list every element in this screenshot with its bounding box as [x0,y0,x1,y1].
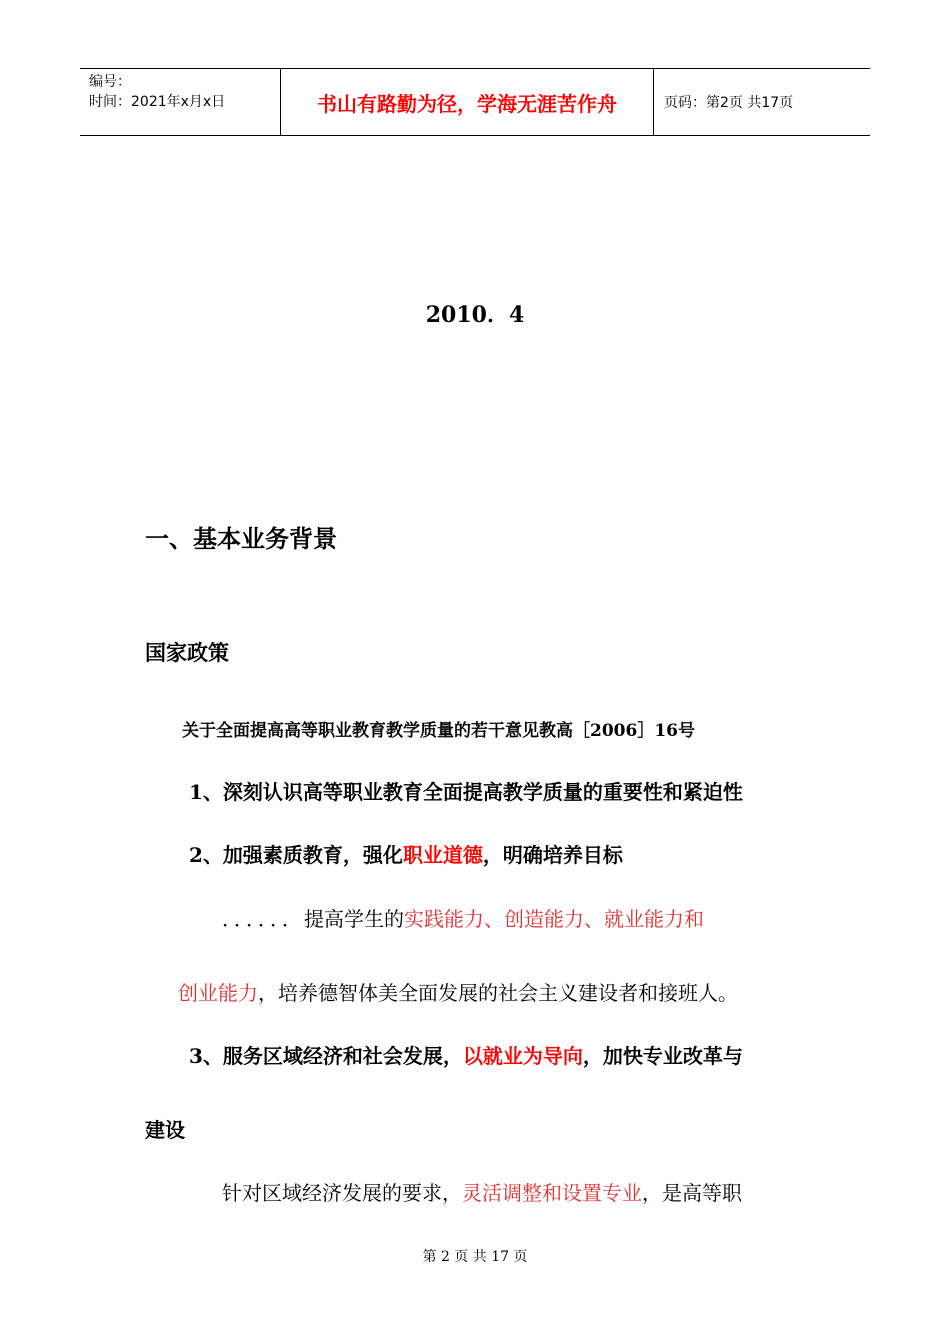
point-3-highlight: 以就业为导向 [462,1044,583,1068]
point-3 [189,1040,743,1069]
document-date: 2010．4 [425,302,525,328]
paragraph-2-post: ，是高等职 [642,1181,742,1205]
point-3-continued: 建设 [145,1118,185,1142]
header-motto: 书山有路勤为径，学海无涯苦作舟 [281,69,654,135]
point-3-pre: 3、服务区域经济和社会发展， [189,1044,463,1068]
time-label: 时间：2021年x月x日 [89,94,226,110]
paragraph-2-highlight: 灵活调整和设置专业 [462,1181,642,1205]
paragraph-1 [222,903,704,932]
section-title: 一、基本业务背景 [145,524,337,553]
paragraph-1-cont-post: ，培养德智体美全面发展的社会主义建设者和接班人。 [258,981,738,1005]
paragraph-2-pre: 针对区域经济发展的要求， [222,1181,462,1205]
paragraph-1-dots: ．．．．．． [222,907,304,931]
page-header [80,68,870,136]
paragraph-1-continued [178,977,738,1006]
paragraph-1-cont-highlight: 创业能力 [178,981,258,1005]
header-meta [80,69,281,135]
subsection-title: 国家政策 [145,640,229,665]
point-2-highlight: 职业道德 [402,843,483,867]
paragraph-2 [222,1177,742,1206]
point-2-post: ，明确培养目标 [482,843,623,867]
point-1: 1、深刻认识高等职业教育全面提高教学质量的重要性和紧迫性 [189,780,743,804]
paragraph-1-pre: 提高学生的 [304,907,404,931]
number-label: 编号： [89,74,131,90]
page-footer: 第 2 页 共 17 页 [422,1249,528,1265]
point-3-post: ，加快专业改革与 [582,1044,743,1068]
header-page-info: 页码：第2页 共17页 [664,95,794,111]
paragraph-1-highlight: 实践能力、创造能力、就业能力和 [404,907,704,931]
policy-document-title: 关于全面提高高等职业教育教学质量的若干意见教高［2006］16号 [182,721,695,741]
point-2-pre: 2、加强素质教育，强化 [189,843,403,867]
point-2 [189,839,623,868]
